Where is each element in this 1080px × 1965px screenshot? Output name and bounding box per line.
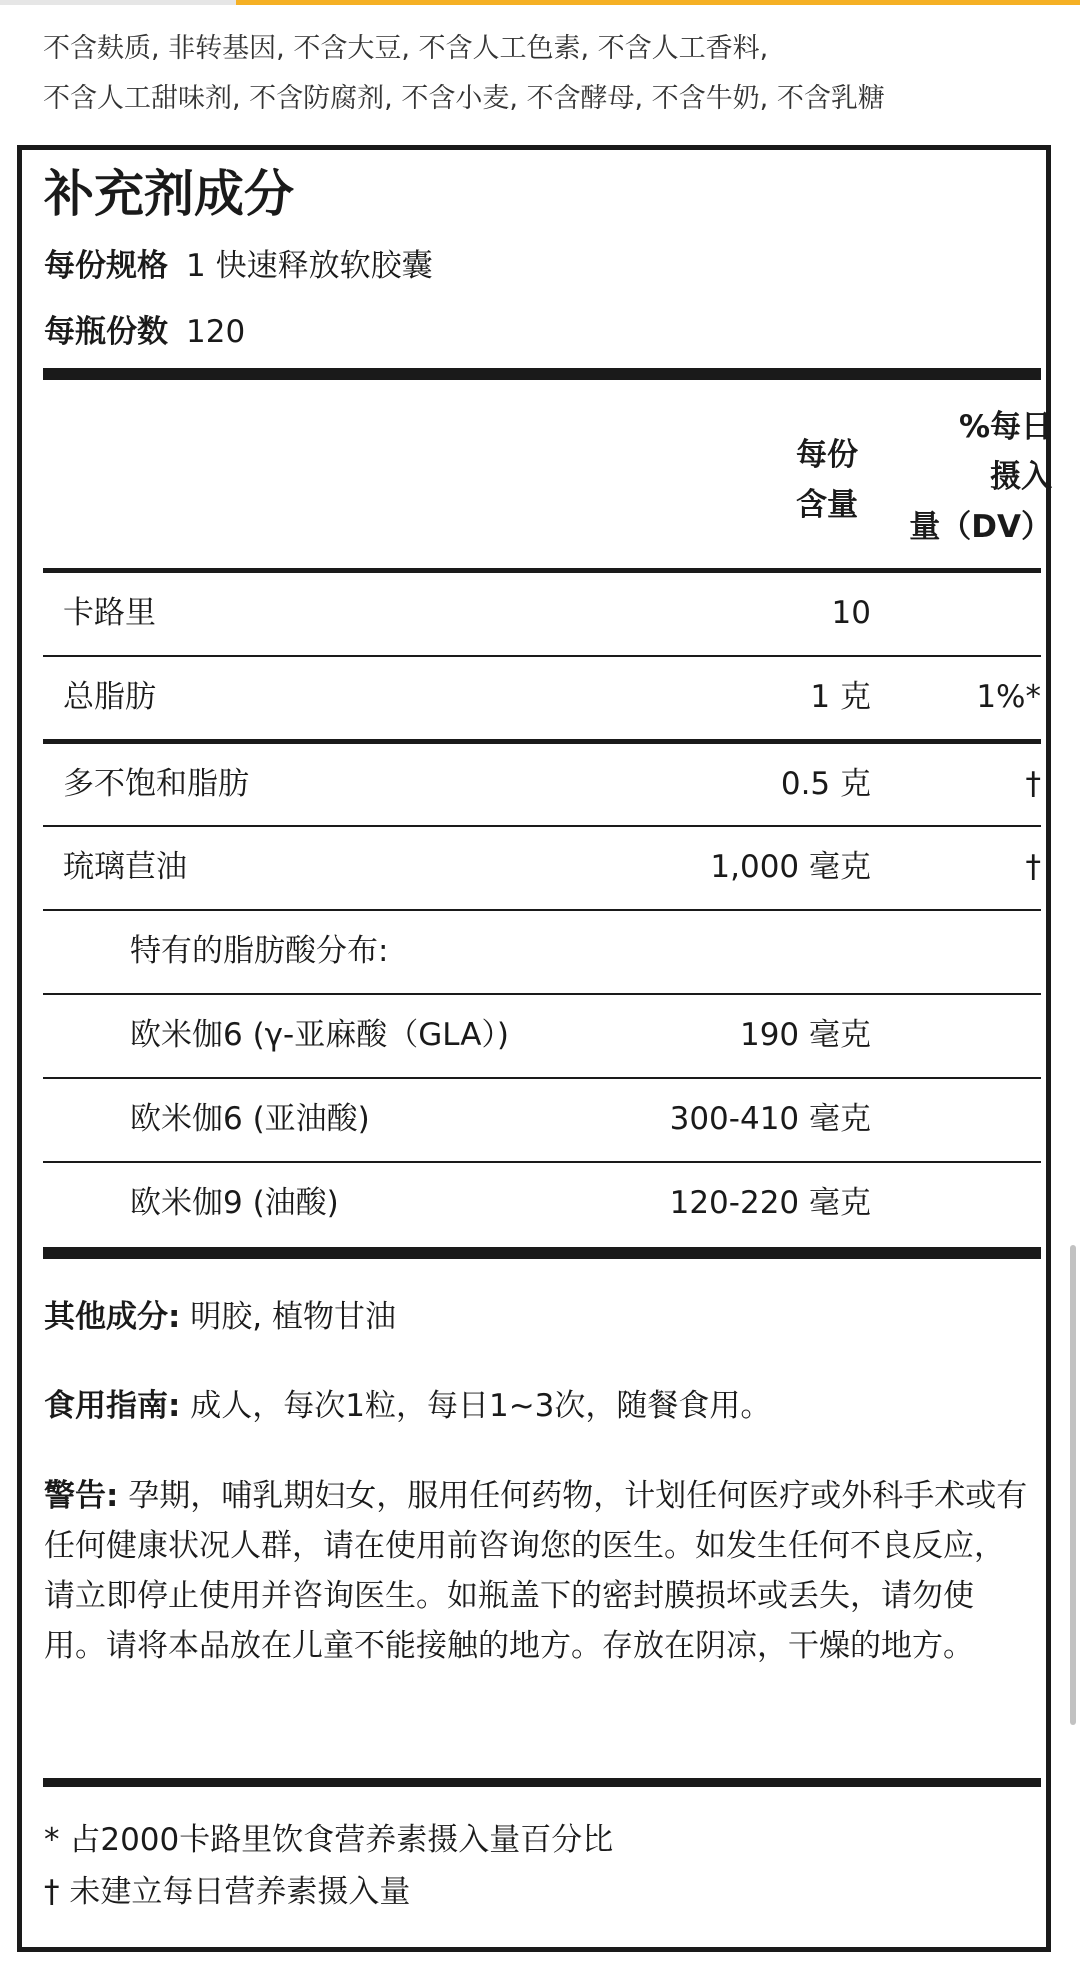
directions-label: 食用指南: [44, 1388, 181, 1424]
servings-per-container-row [44, 312, 245, 352]
supplement-facts-panel [17, 145, 1051, 1952]
free-from-list [43, 24, 1043, 124]
free-from-line-2: 不含人工甜味剂, 不含防腐剂, 不含小麦, 不含酵母, 不含牛奶, 不含乳糖 [43, 83, 885, 114]
dv-header-line-1: %每日 [958, 409, 1052, 445]
amount-header-line-2: 含量 [796, 487, 858, 523]
nutrient-row [43, 911, 1041, 993]
nutrient-dv: † [1025, 849, 1041, 885]
nutrient-amount: 120-220 毫克 [669, 1185, 871, 1221]
nutrient-amount: 300-410 毫克 [669, 1101, 871, 1137]
warning-text: 孕期，哺乳期妇女，服用任何药物，计划任何医疗或外科手术或有任何健康状况人群，请在使用前咨询您的医生。如发生任何不良反应，请立即停止使用并咨询医生。如瓶盖下的密封膜损坏或丢失，请勿使用。请将本品放在儿童不能接触的地方。存放在阴凉，干燥的地方。 [44, 1478, 1028, 1664]
nutrient-row [43, 995, 1041, 1077]
nutrient-name: 卡路里 [63, 595, 156, 631]
nutrient-name: 特有的脂肪酸分布: [130, 933, 389, 969]
serving-size-label: 每份规格 [44, 248, 168, 284]
amount-header-line-1: 每份 [796, 437, 858, 473]
warning [44, 1471, 1034, 1671]
directions [44, 1381, 1034, 1431]
nutrient-dv: † [1025, 766, 1041, 802]
dv-header-line-3: 量（DV） [909, 509, 1052, 545]
nutrient-name: 总脂肪 [63, 679, 156, 715]
nutrient-row [43, 744, 1041, 826]
nutrient-amount: 1 克 [810, 679, 871, 715]
servings-label: 每瓶份数 [44, 314, 168, 350]
nutrient-amount: 10 [831, 595, 871, 631]
nutrient-row [43, 1079, 1041, 1161]
other-ingredients [44, 1292, 1034, 1342]
nutrient-name: 欧米伽9 (油酸) [130, 1185, 339, 1221]
free-from-line-1: 不含麸质, 非转基因, 不含大豆, 不含人工色素, 不含人工香料, [43, 33, 769, 64]
other-ingredients-label: 其他成分: [44, 1299, 181, 1335]
serving-size-row [44, 246, 433, 286]
daily-value-header [862, 402, 1052, 552]
nutrient-row [43, 657, 1041, 739]
nutrient-row [43, 1163, 1041, 1245]
dv-header-line-2: 摄入 [990, 459, 1052, 495]
nutrient-name: 欧米伽6 (γ-亚麻酸（GLA）) [130, 1017, 510, 1053]
thick-divider [43, 1247, 1041, 1259]
nutrient-name: 多不饱和脂肪 [63, 766, 249, 802]
scrollbar[interactable] [1070, 1245, 1076, 1725]
active-tab-indicator [236, 0, 1080, 5]
nutrient-row [43, 573, 1041, 655]
nutrient-row [43, 827, 1041, 909]
nutrient-name: 欧米伽6 (亚油酸) [130, 1101, 370, 1137]
top-divider [0, 0, 236, 5]
nutrient-amount: 0.5 克 [780, 766, 871, 802]
warning-label: 警告: [44, 1478, 119, 1514]
footnote-star: * 占2000卡路里饮食营养素摄入量百分比 [44, 1822, 614, 1858]
footnote-dagger: † 未建立每日营养素摄入量 [44, 1874, 411, 1910]
other-ingredients-text: 明胶, 植物甘油 [180, 1299, 396, 1335]
thick-divider [43, 368, 1041, 380]
nutrient-amount: 190 毫克 [739, 1017, 871, 1053]
directions-text: 成人，每次1粒，每日1~3次，随餐食用。 [180, 1388, 772, 1424]
nutrient-dv: 1%* [976, 679, 1041, 715]
panel-title: 补充剂成分 [44, 165, 294, 223]
servings-value: 120 [186, 314, 246, 350]
nutrient-amount: 1,000 毫克 [710, 849, 871, 885]
thick-divider [43, 1778, 1041, 1787]
serving-size-value: 1 快速释放软胶囊 [186, 248, 433, 284]
nutrient-name: 琉璃苣油 [63, 849, 187, 885]
